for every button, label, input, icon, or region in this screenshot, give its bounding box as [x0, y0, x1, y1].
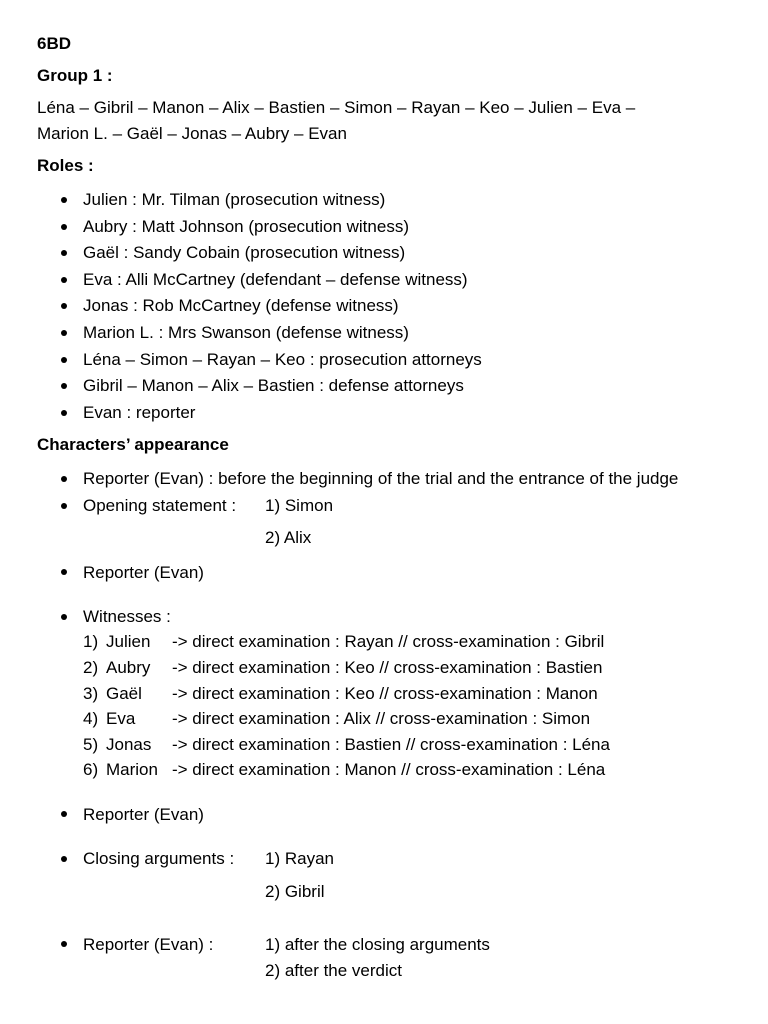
role-item: Evan : reporter — [83, 403, 196, 422]
witness-examination: -> direct examination : Keo // cross-examination : Manon — [172, 684, 598, 703]
bullet — [61, 503, 67, 509]
bullet — [61, 250, 67, 256]
opening-statement-1: 1) Simon — [265, 496, 334, 515]
role-item: Léna – Simon – Rayan – Keo : prosecution attorneys — [83, 350, 482, 369]
bullet — [61, 476, 67, 482]
witness-name: Eva — [106, 709, 136, 728]
bullet — [61, 410, 67, 416]
appearance-heading: Characters’ appearance — [37, 435, 229, 454]
witnesses-label: Witnesses : — [83, 607, 171, 626]
role-item: Marion L. : Mrs Swanson (defense witness) — [83, 323, 409, 342]
bullet — [61, 197, 67, 203]
bullet — [61, 330, 67, 336]
reporter-final-label: Reporter (Evan) : — [83, 935, 214, 954]
reporter-item: Reporter (Evan) — [83, 805, 204, 824]
witness-name: Julien — [106, 632, 151, 651]
witness-examination: -> direct examination : Keo // cross-examination : Bastien — [172, 658, 603, 677]
witness-examination: -> direct examination : Rayan // cross-examination : Gibril — [172, 632, 605, 651]
bullet — [61, 614, 67, 620]
role-item: Gaël : Sandy Cobain (prosecution witness) — [83, 243, 406, 262]
bullet — [61, 811, 67, 817]
witness-name: Gaël — [106, 684, 142, 703]
members-line-2: Marion L. – Gaël – Jonas – Aubry – Evan — [37, 124, 347, 143]
witness-number: 3) — [83, 684, 99, 703]
group-heading: Group 1 : — [37, 66, 113, 85]
bullet — [61, 224, 67, 230]
bullet — [61, 303, 67, 309]
role-item: Aubry : Matt Johnson (prosecution witness) — [83, 217, 409, 236]
opening-statement-2: 2) Alix — [265, 528, 312, 547]
role-item: Gibril – Manon – Alix – Bastien : defense attorneys — [83, 376, 464, 395]
witness-number: 1) — [83, 632, 99, 651]
bullet — [61, 856, 67, 862]
witness-name: Jonas — [106, 735, 152, 754]
closing-argument-2: 2) Gibril — [265, 882, 325, 901]
witness-examination: -> direct examination : Bastien // cross-examination : Léna — [172, 735, 610, 754]
role-item: Eva : Alli McCartney (defendant – defense witness) — [83, 270, 468, 289]
reporter-final-2: 2) after the verdict — [265, 961, 403, 980]
role-item: Julien : Mr. Tilman (prosecution witness) — [83, 190, 386, 209]
class-code: 6BD — [37, 34, 72, 53]
roles-heading: Roles : — [37, 156, 94, 175]
bullet — [61, 383, 67, 389]
reporter-intro-item: Reporter (Evan) : before the beginning of the trial and the entrance of the judge — [83, 469, 679, 488]
witness-number: 5) — [83, 735, 99, 754]
witness-name: Aubry — [106, 658, 151, 677]
reporter-final-1: 1) after the closing arguments — [265, 935, 490, 954]
reporter-item: Reporter (Evan) — [83, 563, 204, 582]
members-line-1: Léna – Gibril – Manon – Alix – Bastien – Simon – Rayan – Keo – Julien – Eva – — [37, 98, 636, 117]
witness-number: 2) — [83, 658, 99, 677]
witness-number: 6) — [83, 760, 99, 779]
bullet — [61, 941, 67, 947]
closing-arguments-label: Closing arguments : — [83, 849, 235, 868]
witness-name: Marion — [106, 760, 158, 779]
role-item: Jonas : Rob McCartney (defense witness) — [83, 296, 399, 315]
bullet — [61, 357, 67, 363]
closing-argument-1: 1) Rayan — [265, 849, 334, 868]
witness-examination: -> direct examination : Alix // cross-examination : Simon — [172, 709, 591, 728]
witness-examination: -> direct examination : Manon // cross-examination : Léna — [172, 760, 606, 779]
bullet — [61, 569, 67, 575]
bullet — [61, 277, 67, 283]
witness-number: 4) — [83, 709, 99, 728]
opening-statement-label: Opening statement : — [83, 496, 237, 515]
